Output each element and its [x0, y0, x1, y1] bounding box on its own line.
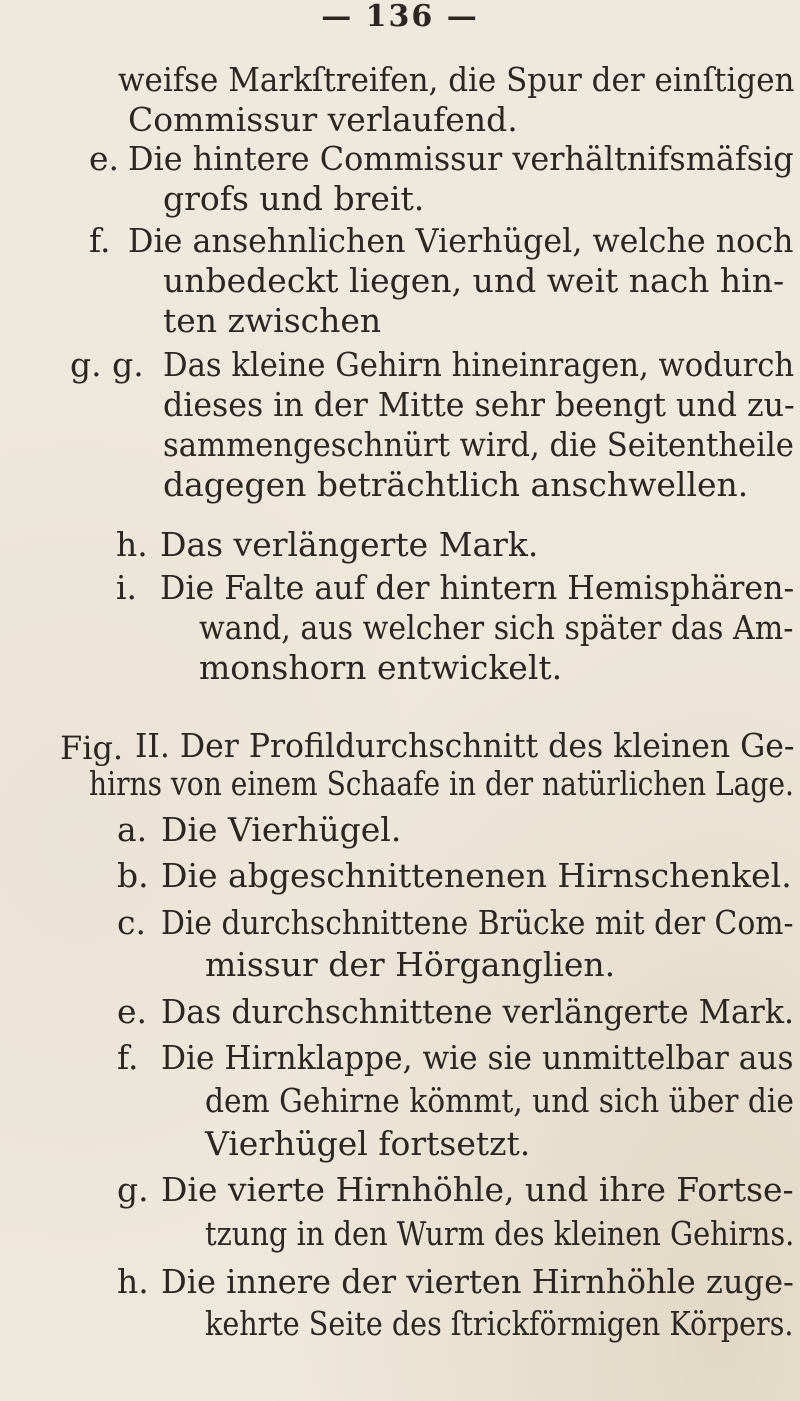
item-label: b. [117, 856, 149, 895]
item-label: i. [116, 568, 138, 607]
text-line: dagegen beträchtlich anschwellen. [163, 465, 749, 504]
text-line: Das kleine Gehirn hineinragen, wodurch [163, 345, 795, 384]
text-line: wand, aus welcher sich später das Am- [199, 608, 794, 647]
item-label: f. [117, 1038, 139, 1077]
text-line: Die Falte auf der hintern Hemisphären- [160, 568, 795, 607]
text-line: weifse Markſtreifen, die Spur der einſtigen [118, 60, 795, 99]
item-label: f. [89, 221, 111, 260]
item-label: g. g. [70, 345, 144, 384]
text-line: Das verlängerte Mark. [160, 525, 539, 564]
text-line: missur der Hörganglien. [205, 945, 616, 984]
figure-label: Fig. [60, 729, 124, 767]
item-label: e. [117, 992, 148, 1031]
text-line: Die durchschnittene Brücke mit der Com- [161, 903, 794, 942]
text-line: Vierhügel fortsetzt. [205, 1124, 531, 1163]
text-line: Die Hirnklappe, wie sie unmittelbar aus [161, 1038, 794, 1077]
text-line: sammengeschnürt wird, die Seitentheile [163, 425, 794, 464]
text-line: Commissur verlaufend. [128, 100, 518, 139]
item-label: h. [116, 525, 148, 564]
text-line: II. Der Profildurchschnitt des kleinen Ge- [135, 726, 795, 765]
text-line: Die Vierhügel. [161, 810, 402, 849]
text-line: Die vierte Hirnhöhle, und ihre Fortse- [161, 1170, 794, 1209]
text-line: grofs und breit. [163, 179, 425, 218]
page-number-header: — 136 — [321, 0, 479, 34]
item-label: h. [117, 1262, 149, 1301]
text-line: unbedeckt liegen, und weit nach hin- [163, 261, 785, 300]
item-label: e. [89, 139, 120, 178]
text-line: monshorn entwickelt. [199, 648, 563, 687]
text-line: dieses in der Mitte sehr beengt und zu- [163, 385, 795, 424]
text-line: Die abgeschnittenenen Hirnschenkel. [161, 856, 792, 895]
text-line: Das durchschnittene verlängerte Mark. [161, 992, 794, 1031]
text-line: tzung in den Wurm des kleinen Gehirns. [205, 1214, 795, 1253]
text-line: hirns von einem Schaafe in der natürlichen Lage. [89, 764, 794, 803]
text-line: kehrte Seite des ſtrickförmigen Körpers. [205, 1304, 794, 1343]
text-line: dem Gehirne kömmt, und sich über die [205, 1081, 794, 1120]
item-label: g. [117, 1170, 149, 1209]
text-line: Die ansehnlichen Vierhügel, welche noch [128, 221, 794, 260]
text-line: Die innere der vierten Hirnhöhle zuge- [161, 1262, 794, 1301]
item-label: a. [117, 810, 148, 849]
item-label: c. [117, 903, 146, 942]
text-line: Die hintere Commissur verhältnifsmäfsig [128, 139, 794, 178]
text-line: ten zwischen [163, 301, 382, 340]
